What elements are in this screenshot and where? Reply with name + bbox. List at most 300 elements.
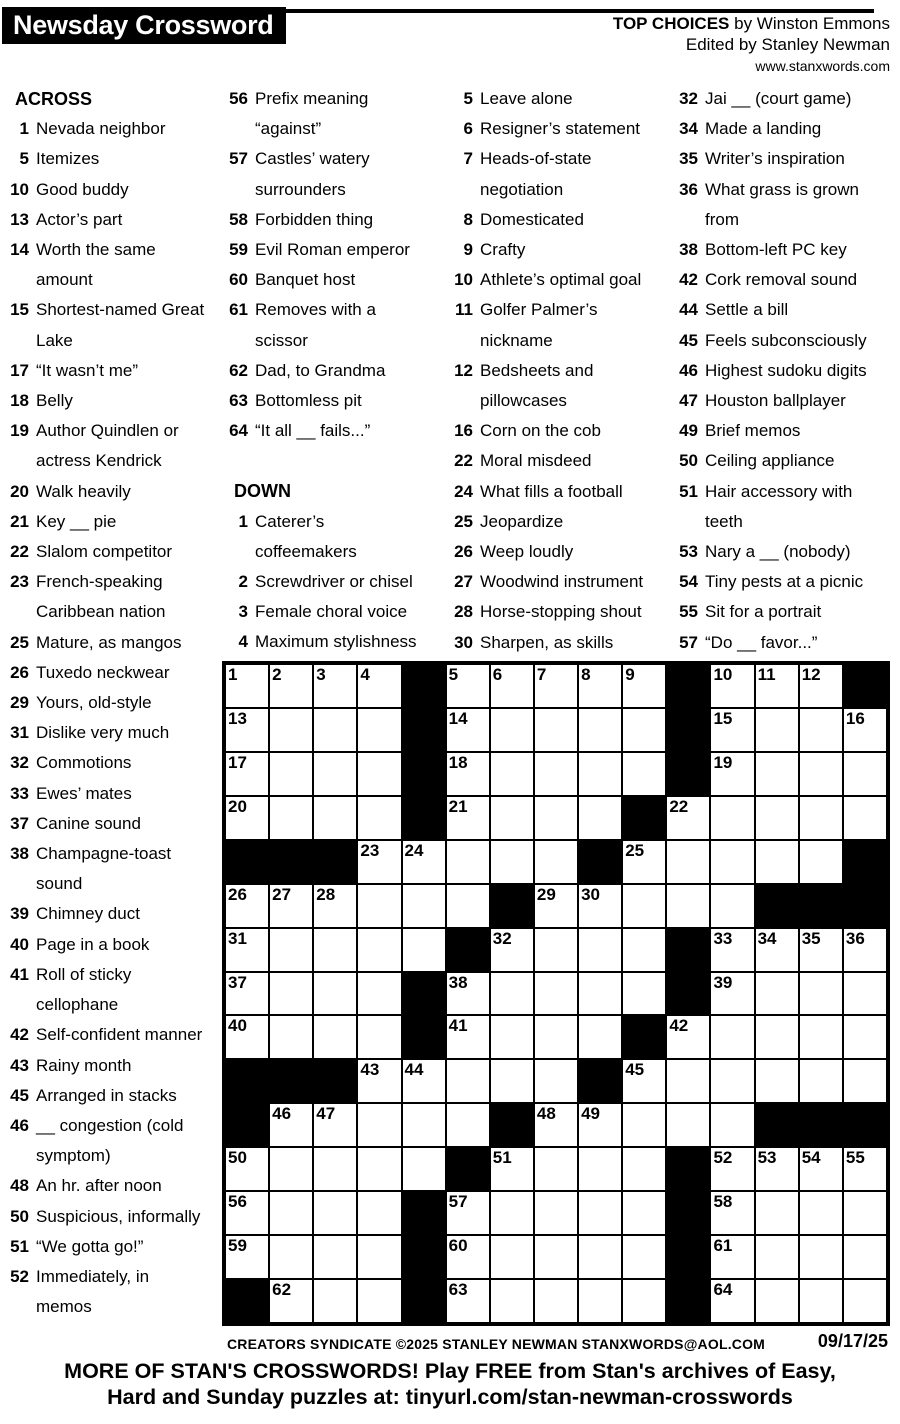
grid-cell[interactable]	[667, 797, 709, 839]
grid-cell[interactable]	[711, 1016, 753, 1058]
clue-text: Bottomless pit	[255, 391, 362, 411]
grid-cell[interactable]	[711, 841, 753, 883]
grid-cell[interactable]	[491, 797, 533, 839]
grid-cell[interactable]	[314, 1192, 356, 1234]
cell-number: 1	[228, 665, 238, 684]
grid-cell[interactable]	[314, 665, 356, 707]
grid-cell[interactable]	[491, 841, 533, 883]
clue-down-27	[452, 567, 673, 597]
grid-cell[interactable]	[226, 753, 268, 795]
clue-number: 36	[679, 179, 698, 199]
grid-cell[interactable]	[447, 709, 489, 751]
grid-cell[interactable]	[844, 797, 886, 839]
grid-cell[interactable]	[623, 885, 665, 927]
grid-cell[interactable]	[491, 1060, 533, 1102]
grid-cell[interactable]	[226, 1016, 268, 1058]
grid-cell[interactable]	[711, 1280, 753, 1322]
clue-number: 51	[679, 481, 698, 501]
grid-cell[interactable]	[358, 973, 400, 1015]
grid-cell[interactable]	[623, 753, 665, 795]
grid-cell[interactable]	[314, 797, 356, 839]
grid-cell[interactable]	[800, 665, 842, 707]
grid-cell[interactable]	[756, 973, 798, 1015]
clue-number: 7	[463, 149, 473, 169]
copyright-line: CREATORS SYNDICATE ©2025 STANLEY NEWMAN STANXWORDS@AOL.COM	[227, 1336, 766, 1352]
clue-text: Feels subconsciously	[705, 330, 867, 350]
clue-text: Moral misdeed	[480, 451, 592, 471]
grid-cell-black	[403, 1236, 445, 1278]
grid-cell-black	[667, 973, 709, 1015]
cell-number: 12	[801, 665, 821, 684]
grid-cell-black	[491, 885, 533, 927]
grid-cell[interactable]	[579, 1104, 621, 1146]
clue-text: What grass is grown from	[705, 179, 859, 229]
grid-cell[interactable]	[358, 1280, 400, 1322]
grid-cell[interactable]	[844, 1280, 886, 1322]
grid-cell[interactable]	[491, 929, 533, 971]
grid-cell[interactable]	[447, 797, 489, 839]
promo-line-2: Hard and Sunday puzzles at: tinyurl.com/stan-newman-crosswords	[107, 1385, 793, 1409]
grid-cell[interactable]	[270, 1016, 312, 1058]
grid-cell-black	[667, 929, 709, 971]
grid-cell[interactable]	[447, 753, 489, 795]
grid-cell[interactable]	[314, 1016, 356, 1058]
clue-across-43	[8, 1051, 206, 1081]
grid-cell[interactable]	[358, 753, 400, 795]
grid-cell[interactable]	[491, 973, 533, 1015]
grid-cell[interactable]	[447, 1280, 489, 1322]
grid-cell[interactable]	[491, 753, 533, 795]
grid-cell[interactable]	[756, 841, 798, 883]
grid-cell[interactable]	[623, 1192, 665, 1234]
grid-cell[interactable]	[579, 1280, 621, 1322]
grid-cell[interactable]	[800, 797, 842, 839]
grid-cell[interactable]	[535, 1236, 577, 1278]
clue-text: Sharpen, as skills	[480, 632, 614, 652]
grid-cell[interactable]	[623, 1236, 665, 1278]
clue-text: Castles’ watery surrounders	[255, 149, 370, 199]
grid-cell[interactable]	[491, 665, 533, 707]
grid-cell[interactable]	[535, 1060, 577, 1102]
grid-cell[interactable]	[447, 885, 489, 927]
grid-cell-black	[667, 1192, 709, 1234]
grid-cell[interactable]	[623, 1060, 665, 1102]
clue-number: 13	[10, 209, 29, 229]
grid-cell[interactable]	[800, 753, 842, 795]
clue-number: 35	[679, 149, 698, 169]
grid-cell[interactable]	[535, 709, 577, 751]
clue-across-5	[8, 144, 206, 174]
clue-down-7	[452, 144, 673, 204]
grid-cell[interactable]	[491, 1148, 533, 1190]
grid-cell[interactable]	[756, 1016, 798, 1058]
clue-across-20	[8, 477, 206, 507]
grid-cell[interactable]	[711, 709, 753, 751]
grid-cell[interactable]	[579, 753, 621, 795]
clue-number: 33	[10, 783, 29, 803]
grid-cell[interactable]	[667, 1060, 709, 1102]
grid-cell[interactable]	[535, 1148, 577, 1190]
clue-number: 3	[238, 602, 248, 622]
grid-cell[interactable]	[535, 1192, 577, 1234]
grid-cell-black	[800, 1104, 842, 1146]
grid-cell-black	[667, 1280, 709, 1322]
clue-number: 19	[10, 421, 29, 441]
grid-cell[interactable]	[358, 665, 400, 707]
clue-down-5	[452, 84, 673, 114]
grid-cell[interactable]	[314, 753, 356, 795]
grid-cell[interactable]	[579, 797, 621, 839]
grid-cell[interactable]	[447, 665, 489, 707]
grid-cell[interactable]	[314, 709, 356, 751]
clue-across-15	[8, 295, 206, 355]
grid-cell[interactable]	[623, 841, 665, 883]
grid-cell[interactable]	[800, 1280, 842, 1322]
grid-cell[interactable]	[667, 1016, 709, 1058]
grid-cell-black	[403, 665, 445, 707]
grid-cell[interactable]	[403, 1060, 445, 1102]
cell-number: 58	[713, 1192, 733, 1212]
grid-cell[interactable]	[270, 709, 312, 751]
grid-cell[interactable]	[800, 841, 842, 883]
grid-cell[interactable]	[756, 709, 798, 751]
grid-cell[interactable]	[270, 1148, 312, 1190]
grid-cell[interactable]	[491, 1236, 533, 1278]
clue-number: 16	[454, 421, 473, 441]
cell-number: 48	[536, 1104, 556, 1124]
grid-cell[interactable]	[579, 1236, 621, 1278]
grid-cell[interactable]	[358, 1060, 400, 1102]
clue-text: “It wasn’t me”	[36, 360, 139, 380]
grid-cell[interactable]	[800, 1060, 842, 1102]
clue-number: 25	[454, 511, 473, 531]
grid-cell[interactable]	[491, 1016, 533, 1058]
grid-cell[interactable]	[314, 885, 356, 927]
grid-cell[interactable]	[270, 1280, 312, 1322]
clue-number: 6	[463, 119, 473, 139]
cell-number: 57	[448, 1192, 468, 1212]
grid-cell[interactable]	[579, 665, 621, 707]
clue-number: 17	[10, 360, 29, 380]
grid-cell[interactable]	[844, 709, 886, 751]
grid-cell[interactable]	[535, 665, 577, 707]
clue-number: 62	[229, 360, 248, 380]
clue-text: Banquet host	[255, 270, 356, 290]
grid-cell[interactable]	[314, 1148, 356, 1190]
clue-number: 57	[679, 632, 698, 652]
clue-down-54	[677, 567, 892, 597]
grid-cell[interactable]	[314, 1280, 356, 1322]
grid-cell[interactable]	[358, 709, 400, 751]
clue-number: 20	[10, 481, 29, 501]
grid-cell[interactable]	[800, 1236, 842, 1278]
clue-down-34	[677, 114, 892, 144]
clue-text: “Do __ favor...”	[705, 632, 818, 652]
grid-cell[interactable]	[447, 1016, 489, 1058]
clue-number: 29	[10, 693, 29, 713]
grid-cell[interactable]	[579, 929, 621, 971]
grid-cell[interactable]	[447, 1192, 489, 1234]
grid-cell-black	[667, 753, 709, 795]
clue-across-31	[8, 718, 206, 748]
clue-text: Actor’s part	[36, 209, 123, 229]
clue-text: Sit for a portrait	[705, 602, 822, 622]
clue-number: 47	[679, 391, 698, 411]
clue-text: Canine sound	[36, 813, 141, 833]
clue-down-50	[677, 446, 892, 476]
grid-cell[interactable]	[226, 929, 268, 971]
grid-cell[interactable]	[447, 841, 489, 883]
clue-across-48	[8, 1171, 206, 1201]
grid-cell[interactable]	[535, 885, 577, 927]
cell-number: 17	[228, 752, 247, 772]
grid-cell[interactable]	[667, 885, 709, 927]
clue-down-1	[227, 507, 427, 567]
grid-cell[interactable]	[314, 929, 356, 971]
grid-cell[interactable]	[535, 929, 577, 971]
clue-number: 64	[229, 421, 248, 441]
grid-cell[interactable]	[623, 973, 665, 1015]
grid-cell[interactable]	[623, 709, 665, 751]
grid-cell[interactable]	[491, 709, 533, 751]
grid-cell[interactable]	[667, 841, 709, 883]
grid-cell[interactable]	[623, 1104, 665, 1146]
grid-cell[interactable]	[403, 1148, 445, 1190]
clue-number: 41	[10, 964, 29, 984]
grid-cell[interactable]	[844, 1016, 886, 1058]
grid-cell[interactable]	[800, 929, 842, 971]
clue-number: 18	[10, 391, 29, 411]
grid-cell[interactable]	[756, 1236, 798, 1278]
grid-cell[interactable]	[447, 1104, 489, 1146]
cell-number: 8	[581, 665, 591, 684]
grid-cell[interactable]	[491, 1192, 533, 1234]
grid-cell[interactable]	[711, 797, 753, 839]
clue-text: Roll of sticky cellophane	[36, 964, 132, 1015]
grid-cell[interactable]	[579, 885, 621, 927]
clue-text: Mature, as mangos	[36, 632, 182, 652]
clue-down-38	[677, 235, 892, 265]
clue-number: 38	[679, 240, 698, 260]
grid-cell[interactable]	[844, 1236, 886, 1278]
grid-cell[interactable]	[756, 1148, 798, 1190]
grid-cell[interactable]	[756, 753, 798, 795]
clue-column-2	[227, 84, 427, 658]
grid-cell[interactable]	[800, 973, 842, 1015]
grid-cell[interactable]	[358, 1016, 400, 1058]
grid-cell[interactable]	[270, 753, 312, 795]
grid-cell[interactable]	[535, 841, 577, 883]
grid-cell[interactable]	[270, 1192, 312, 1234]
grid-cell[interactable]	[756, 665, 798, 707]
grid-cell[interactable]	[623, 929, 665, 971]
grid-cell[interactable]	[358, 1148, 400, 1190]
grid-cell[interactable]	[270, 797, 312, 839]
grid-cell[interactable]	[314, 973, 356, 1015]
cell-number: 32	[492, 928, 512, 948]
puzzle-title: TOP CHOICES	[612, 14, 730, 33]
cell-number: 40	[228, 1016, 247, 1036]
grid-cell[interactable]	[623, 1148, 665, 1190]
cell-number: 15	[713, 708, 733, 728]
grid-cell[interactable]	[579, 1148, 621, 1190]
grid-cell[interactable]	[844, 1060, 886, 1102]
grid-cell[interactable]	[270, 929, 312, 971]
clue-number: 60	[229, 270, 248, 290]
grid-cell[interactable]	[226, 1192, 268, 1234]
grid-cell-black	[270, 841, 312, 883]
clue-text: Corn on the cob	[480, 421, 601, 441]
grid-cell[interactable]	[358, 841, 400, 883]
grid-cell[interactable]	[756, 1192, 798, 1234]
clue-number: 30	[454, 632, 473, 652]
grid-cell[interactable]	[226, 665, 268, 707]
cell-number: 11	[757, 665, 776, 684]
clue-text: Tuxedo neckwear	[36, 662, 170, 682]
cell-number: 50	[228, 1148, 247, 1168]
cell-number: 7	[536, 665, 547, 684]
grid-cell[interactable]	[711, 1236, 753, 1278]
cell-number: 28	[316, 884, 336, 904]
grid-cell[interactable]	[711, 665, 753, 707]
grid-cell[interactable]	[447, 973, 489, 1015]
grid-cell-black	[623, 797, 665, 839]
cell-number: 60	[448, 1236, 468, 1256]
grid-cell[interactable]	[535, 797, 577, 839]
clue-number: 10	[10, 179, 29, 199]
grid-cell[interactable]	[756, 929, 798, 971]
grid-cell[interactable]	[800, 1192, 842, 1234]
clue-text: Bedsheets and pillowcases	[480, 360, 594, 411]
grid-cell[interactable]	[535, 1280, 577, 1322]
clue-across-39	[8, 899, 206, 929]
clue-down-47	[677, 386, 892, 416]
clue-down-28	[452, 597, 673, 627]
cell-number: 56	[228, 1192, 247, 1212]
grid-cell[interactable]	[579, 973, 621, 1015]
clue-number: 26	[10, 662, 29, 682]
cell-number: 4	[360, 665, 370, 684]
clue-down-36	[677, 175, 892, 235]
clue-across-32	[8, 748, 206, 778]
clue-text: Heads-of-state negotiation	[480, 149, 592, 199]
clue-number: 28	[454, 602, 473, 622]
grid-cell[interactable]	[270, 1236, 312, 1278]
grid-cell[interactable]	[844, 1192, 886, 1234]
grid-cell[interactable]	[711, 1060, 753, 1102]
clue-column-4	[677, 84, 892, 658]
grid-cell[interactable]	[535, 1104, 577, 1146]
grid-cell[interactable]	[535, 1016, 577, 1058]
grid-cell[interactable]	[314, 1104, 356, 1146]
grid-cell[interactable]	[800, 1016, 842, 1058]
grid-cell[interactable]	[226, 1148, 268, 1190]
clue-text: Houston ballplayer	[705, 391, 846, 411]
grid-cell[interactable]	[403, 885, 445, 927]
grid-cell[interactable]	[403, 841, 445, 883]
grid-cell[interactable]	[535, 973, 577, 1015]
grid-cell[interactable]	[226, 885, 268, 927]
grid-cell[interactable]	[535, 753, 577, 795]
grid-cell[interactable]	[270, 973, 312, 1015]
grid-cell[interactable]	[358, 797, 400, 839]
grid-cell[interactable]	[447, 1060, 489, 1102]
grid-cell[interactable]	[314, 1236, 356, 1278]
grid-cell[interactable]	[800, 1148, 842, 1190]
grid-cell[interactable]	[270, 885, 312, 927]
grid-cell[interactable]	[270, 1104, 312, 1146]
clue-across-46	[8, 1111, 206, 1171]
grid-cell[interactable]	[226, 797, 268, 839]
grid-cell[interactable]	[667, 1104, 709, 1146]
grid-cell[interactable]	[579, 1192, 621, 1234]
grid-cell[interactable]	[623, 1280, 665, 1322]
grid-cell[interactable]	[756, 1280, 798, 1322]
grid-cell[interactable]	[358, 1192, 400, 1234]
grid-cell[interactable]	[358, 1104, 400, 1146]
grid-cell-black	[579, 841, 621, 883]
grid-cell[interactable]	[358, 1236, 400, 1278]
grid-cell[interactable]	[711, 1104, 753, 1146]
grid-cell[interactable]	[711, 1148, 753, 1190]
clue-text: Caterer’s coffeemakers	[255, 511, 357, 561]
grid-cell[interactable]	[358, 929, 400, 971]
clue-number: 50	[679, 451, 698, 471]
cell-number: 42	[669, 1016, 689, 1036]
clue-number: 42	[10, 1025, 29, 1045]
cell-number: 54	[801, 1148, 821, 1168]
grid-cell[interactable]	[844, 753, 886, 795]
grid-cell[interactable]	[623, 665, 665, 707]
grid-cell[interactable]	[844, 929, 886, 971]
grid-cell[interactable]	[844, 1148, 886, 1190]
clue-number: 37	[10, 813, 29, 833]
clue-across-50	[8, 1202, 206, 1232]
grid-cell[interactable]	[226, 973, 268, 1015]
clue-text: An hr. after noon	[36, 1176, 162, 1196]
clue-across-38	[8, 839, 206, 899]
grid-cell[interactable]	[756, 1060, 798, 1102]
grid-cell[interactable]	[226, 709, 268, 751]
clue-text: Weep loudly	[480, 542, 574, 562]
grid-cell[interactable]	[579, 709, 621, 751]
grid-cell[interactable]	[358, 885, 400, 927]
cell-number: 47	[316, 1104, 336, 1124]
clue-down-44	[677, 295, 892, 325]
grid-cell-black	[403, 753, 445, 795]
grid-cell[interactable]	[711, 973, 753, 1015]
grid-cell[interactable]	[711, 753, 753, 795]
grid-cell[interactable]	[579, 1016, 621, 1058]
grid-cell[interactable]	[844, 973, 886, 1015]
clue-down-26	[452, 537, 673, 567]
grid-cell[interactable]	[226, 1236, 268, 1278]
cell-number: 9	[625, 665, 635, 684]
grid-cell[interactable]	[403, 1104, 445, 1146]
grid-cell[interactable]	[711, 885, 753, 927]
grid-cell[interactable]	[447, 1236, 489, 1278]
grid-cell[interactable]	[756, 797, 798, 839]
grid-cell-black	[844, 885, 886, 927]
grid-cell[interactable]	[403, 929, 445, 971]
grid-cell[interactable]	[711, 929, 753, 971]
grid-cell[interactable]	[800, 709, 842, 751]
grid-cell[interactable]	[491, 1280, 533, 1322]
grid-cell-black	[447, 1148, 489, 1190]
grid-cell[interactable]	[711, 1192, 753, 1234]
cell-number: 6	[492, 665, 503, 684]
grid-cell[interactable]	[270, 665, 312, 707]
